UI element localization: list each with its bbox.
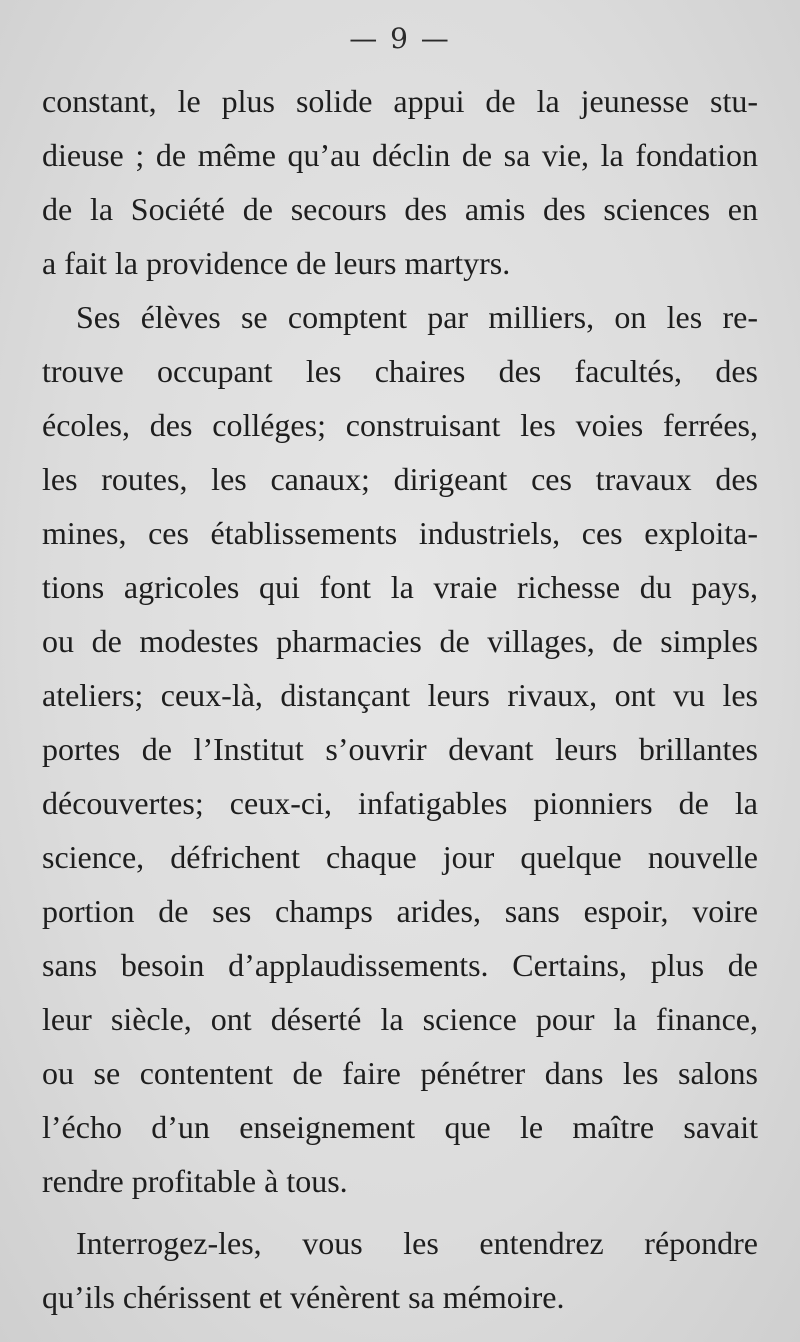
text-line: dieuse ; de même qu’au déclin de sa vie, la fondation: [42, 137, 758, 173]
text-line: portes de l’Institut s’ouvrir devant leurs brillantes: [42, 731, 758, 767]
text-line: ou se contentent de faire pénétrer dans les salons: [42, 1055, 758, 1091]
text-line: ou de modestes pharmacies de villages, de simples: [42, 623, 758, 659]
text-line: leur siècle, ont déserté la science pour la finance,: [42, 1001, 758, 1037]
text-line: sans besoin d’applaudissements. Certains, plus de: [42, 947, 758, 983]
text-line: trouve occupant les chaires des facultés, des: [42, 353, 758, 389]
page-number: — 9 —: [349, 22, 451, 55]
text-line: portion de ses champs arides, sans espoir, voire: [42, 893, 758, 929]
text-line: les routes, les canaux; dirigeant ces travaux des: [42, 461, 758, 497]
text-line: a fait la providence de leurs martyrs.: [42, 245, 511, 281]
text-line: Ses élèves se comptent par milliers, on les re-: [76, 299, 758, 335]
text-line: écoles, des colléges; construisant les voies ferrées,: [42, 407, 758, 443]
body-text: [42, 74, 758, 1324]
text-line: ateliers; ceux-là, distançant leurs rivaux, ont vu les: [42, 677, 758, 713]
text-line: rendre profitable à tous.: [42, 1163, 348, 1199]
text-line: découvertes; ceux-ci, infatigables pionniers de la: [42, 785, 758, 821]
text-line: l’écho d’un enseignement que le maître savait: [42, 1109, 758, 1145]
paragraph: [42, 290, 758, 1208]
text-line: de la Société de secours des amis des sciences en: [42, 191, 758, 227]
text-line: constant, le plus solide appui de la jeunesse stu-: [42, 83, 758, 119]
paragraph: [42, 74, 758, 290]
text-line: tions agricoles qui font la vraie richesse du pays,: [42, 569, 758, 605]
text-line: qu’ils chérissent et vénèrent sa mémoire.: [42, 1279, 565, 1315]
text-line: mines, ces établissements industriels, ces exploita-: [42, 515, 758, 551]
text-line: Interrogez-les, vous les entendrez répondre: [76, 1225, 758, 1261]
text-line: science, défrichent chaque jour quelque nouvelle: [42, 839, 758, 875]
paragraph: [42, 1216, 758, 1324]
